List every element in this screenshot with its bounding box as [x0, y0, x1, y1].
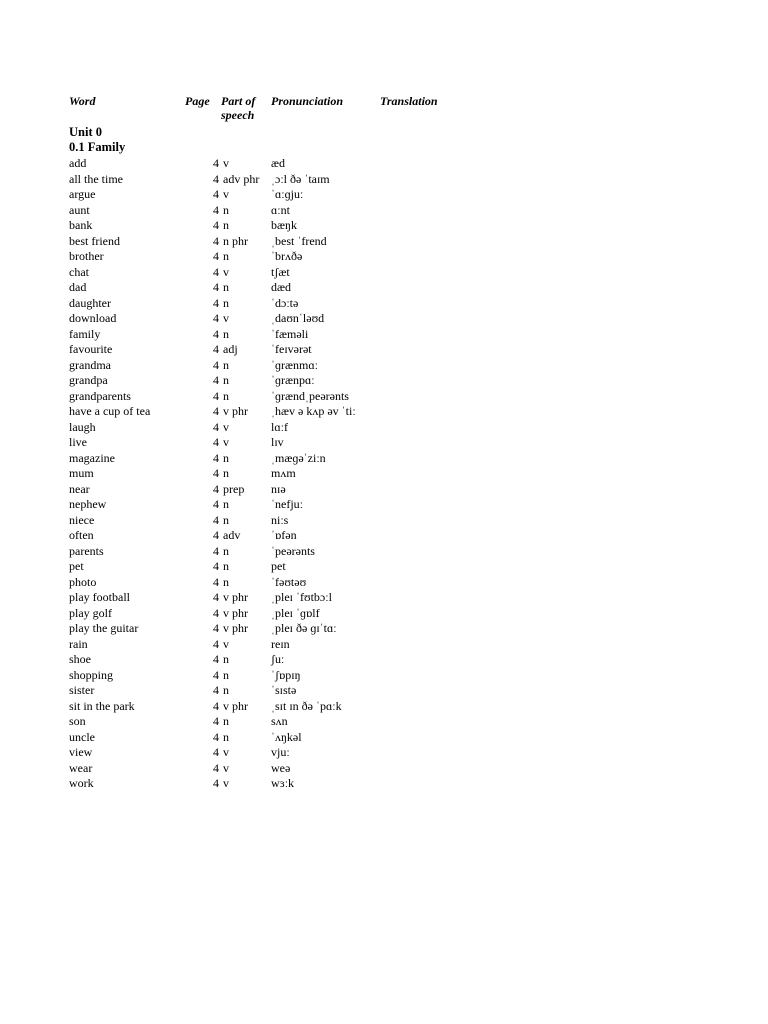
pronunciation-cell: ˈfæməli [271, 326, 309, 341]
page-cell: 4 [213, 574, 219, 589]
vocabulary-row [0, 559, 768, 575]
pronunciation-cell: ˌhæv ə kʌp əv ˈtiː [271, 404, 356, 418]
unit-title: Unit 0 [69, 125, 102, 139]
section-title: 0.1 Family [69, 140, 126, 154]
vocabulary-row [0, 466, 768, 482]
part-of-speech-cell: prep [223, 481, 245, 496]
page-cell: 4 [213, 497, 219, 511]
column-header-pronunciation: Pronunciation [271, 94, 344, 108]
pronunciation-cell: ˈfəʊtəʊ [271, 574, 307, 589]
word-cell: shoe [69, 652, 91, 666]
column-header-page: Page [185, 94, 210, 108]
page-cell: 4 [213, 559, 219, 573]
page-cell: 4 [213, 342, 219, 356]
part-of-speech-cell: adv phr [223, 171, 260, 186]
part-of-speech-cell: v phr [223, 404, 248, 418]
column-header-part-of-speech [221, 94, 255, 122]
page-cell: 4 [213, 543, 219, 558]
part-of-speech-cell: v [223, 156, 229, 170]
word-cell: laugh [69, 419, 96, 434]
word-cell: magazine [69, 450, 115, 465]
pronunciation-cell: ˌpleɪ ˈɡɒlf [271, 605, 320, 620]
word-cell: grandpa [69, 373, 108, 387]
pronunciation-cell: ʃuː [271, 652, 285, 666]
part-of-speech-cell: n [223, 202, 229, 217]
vocabulary-row [0, 342, 768, 358]
word-cell: argue [69, 187, 96, 201]
pronunciation-cell: niːs [271, 512, 289, 527]
page-cell: 4 [213, 435, 219, 449]
pronunciation-cell: ˈɡrændˌpeərənts [271, 388, 349, 403]
page-cell: 4 [213, 311, 219, 325]
part-of-speech-cell: n [223, 574, 229, 589]
page-cell: 4 [213, 698, 219, 713]
column-header-translation: Translation [380, 94, 438, 108]
page-cell: 4 [213, 528, 219, 542]
vocabulary-row [0, 776, 768, 792]
word-cell: bank [69, 218, 93, 232]
vocabulary-row [0, 544, 768, 560]
pronunciation-cell: ˌpleɪ ˈfʊtbɔːl [271, 590, 332, 604]
vocabulary-row [0, 637, 768, 653]
word-cell: play golf [69, 605, 112, 620]
part-of-speech-cell: n [223, 218, 229, 232]
pronunciation-cell: ˌbest ˈfrend [271, 233, 327, 248]
word-cell: view [69, 745, 93, 759]
part-of-speech-cell: n [223, 729, 229, 744]
word-cell: play the guitar [69, 621, 139, 635]
vocabulary-row [0, 606, 768, 622]
pronunciation-cell: mʌm [271, 466, 296, 480]
page-cell: 4 [213, 233, 219, 248]
word-cell: dad [69, 280, 87, 294]
pronunciation-cell: nɪə [271, 481, 286, 496]
word-cell: sit in the park [69, 698, 135, 713]
pronunciation-cell: reɪn [271, 636, 290, 651]
page-cell: 4 [213, 404, 219, 418]
part-of-speech-cell: v [223, 776, 229, 790]
page-cell: 4 [213, 636, 219, 651]
page-cell: 4 [213, 264, 219, 279]
word-cell: pet [69, 559, 84, 573]
page-cell: 4 [213, 280, 219, 294]
vocabulary-row [0, 358, 768, 374]
word-cell: sister [69, 683, 95, 697]
word-cell: family [69, 326, 101, 341]
part-of-speech-cell: n [223, 357, 229, 372]
pronunciation-cell: ˌsɪt ɪn ðə ˈpɑːk [271, 698, 342, 713]
pronunciation-cell: ˌɔːl ðə ˈtaɪm [271, 171, 330, 186]
pronunciation-cell: ˈpeərənts [271, 543, 315, 558]
vocabulary-row [0, 404, 768, 420]
vocabulary-row [0, 435, 768, 451]
word-cell: brother [69, 249, 104, 263]
pronunciation-cell: ˌpleɪ ðə ɡɪˈtɑː [271, 621, 337, 635]
vocabulary-row [0, 699, 768, 715]
part-of-speech-cell: n [223, 326, 229, 341]
word-cell: rain [69, 636, 88, 651]
vocabulary-row [0, 497, 768, 513]
vocabulary-row [0, 451, 768, 467]
pronunciation-cell: ˈʌŋkəl [271, 729, 302, 744]
word-cell: photo [69, 574, 97, 589]
page-cell: 4 [213, 156, 219, 170]
vocabulary-row [0, 389, 768, 405]
page-cell: 4 [213, 187, 219, 201]
part-of-speech-cell: n [223, 512, 229, 527]
part-of-speech-cell: n phr [223, 233, 248, 248]
part-of-speech-cell: n [223, 388, 229, 403]
part-of-speech-cell: n [223, 497, 229, 511]
vocabulary-row [0, 420, 768, 436]
word-cell: live [69, 435, 87, 449]
pronunciation-cell: ˈbrʌðə [271, 249, 303, 263]
vocabulary-row [0, 652, 768, 668]
pronunciation-cell: bæŋk [271, 218, 297, 232]
word-cell: download [69, 311, 117, 325]
part-of-speech-cell: n [223, 249, 229, 263]
part-of-speech-cell: n [223, 559, 229, 573]
column-header-word: Word [69, 94, 96, 108]
part-of-speech-cell: v [223, 419, 229, 434]
pronunciation-cell: ˈʃɒpɪŋ [271, 667, 301, 682]
pronunciation-cell: weə [271, 760, 291, 775]
word-cell: add [69, 156, 87, 170]
column-header-part-of-speech-line2: speech [221, 108, 255, 122]
pronunciation-cell: ˈɒfən [271, 528, 297, 542]
page-cell: 4 [213, 373, 219, 387]
pronunciation-cell: ɑːnt [271, 202, 290, 217]
part-of-speech-cell: v [223, 636, 229, 651]
vocabulary-row [0, 761, 768, 777]
page-cell: 4 [213, 745, 219, 759]
word-cell: favourite [69, 342, 113, 356]
page-cell: 4 [213, 466, 219, 480]
word-cell: son [69, 714, 86, 728]
word-cell: shopping [69, 667, 114, 682]
page-cell: 4 [213, 357, 219, 372]
part-of-speech-cell: n [223, 280, 229, 294]
pronunciation-cell: pet [271, 559, 286, 573]
word-cell: parents [69, 543, 104, 558]
pronunciation-cell: lɪv [271, 435, 284, 449]
page-cell: 4 [213, 683, 219, 697]
vocabulary-row [0, 575, 768, 591]
pronunciation-cell: ˌdaʊnˈləʊd [271, 311, 325, 325]
pronunciation-cell: ˌmæɡəˈziːn [271, 450, 326, 465]
page-cell: 4 [213, 714, 219, 728]
pronunciation-cell: ˈfeɪvərət [271, 342, 312, 356]
pronunciation-cell: ˈɑːɡjuː [271, 187, 304, 201]
part-of-speech-cell: n [223, 450, 229, 465]
vocabulary-row [0, 280, 768, 296]
vocabulary-row [0, 528, 768, 544]
part-of-speech-cell: v [223, 760, 229, 775]
part-of-speech-cell: v [223, 745, 229, 759]
part-of-speech-cell: v [223, 311, 229, 325]
pronunciation-cell: sʌn [271, 714, 288, 728]
word-cell: grandparents [69, 388, 131, 403]
vocabulary-row [0, 373, 768, 389]
page-cell: 4 [213, 481, 219, 496]
word-cell: best friend [69, 233, 120, 248]
word-cell: have a cup of tea [69, 404, 151, 418]
word-cell: grandma [69, 357, 111, 372]
page-cell: 4 [213, 760, 219, 775]
part-of-speech-cell: n [223, 295, 229, 310]
word-cell: wear [69, 760, 93, 775]
vocabulary-row [0, 714, 768, 730]
word-cell: uncle [69, 729, 95, 744]
column-header-part-of-speech-line1: Part of [221, 94, 256, 108]
part-of-speech-cell: n [223, 683, 229, 697]
part-of-speech-cell: n [223, 543, 229, 558]
pronunciation-cell: dæd [271, 280, 292, 294]
page-cell: 4 [213, 295, 219, 310]
word-cell: aunt [69, 202, 90, 217]
part-of-speech-cell: v phr [223, 698, 248, 713]
part-of-speech-cell: n [223, 667, 229, 682]
vocabulary-row [0, 296, 768, 312]
part-of-speech-cell: n [223, 652, 229, 666]
part-of-speech-cell: v phr [223, 605, 248, 620]
pronunciation-cell: ˈsɪstə [271, 683, 297, 697]
part-of-speech-cell: n [223, 466, 229, 480]
vocabulary-row [0, 513, 768, 529]
vocabulary-row [0, 745, 768, 761]
pronunciation-cell: lɑːf [271, 419, 288, 434]
page-cell: 4 [213, 729, 219, 744]
word-cell: often [69, 528, 94, 542]
vocabulary-row [0, 234, 768, 250]
page-cell: 4 [213, 605, 219, 620]
vocabulary-row [0, 730, 768, 746]
page-cell: 4 [213, 249, 219, 263]
page-cell: 4 [213, 326, 219, 341]
word-cell: work [69, 776, 94, 790]
page-cell: 4 [213, 621, 219, 635]
page-cell: 4 [213, 419, 219, 434]
pronunciation-cell: tʃæt [271, 264, 290, 279]
vocabulary-list [0, 156, 768, 792]
vocabulary-row [0, 311, 768, 327]
part-of-speech-cell: v [223, 264, 229, 279]
vocabulary-row [0, 683, 768, 699]
part-of-speech-cell: v phr [223, 621, 248, 635]
page-cell: 4 [213, 450, 219, 465]
word-cell: all the time [69, 171, 123, 186]
part-of-speech-cell: v phr [223, 590, 248, 604]
page-cell: 4 [213, 218, 219, 232]
part-of-speech-cell: adj [223, 342, 238, 356]
word-cell: mum [69, 466, 94, 480]
pronunciation-cell: ˈɡrænmɑː [271, 357, 318, 372]
page-cell: 4 [213, 776, 219, 790]
pronunciation-cell: ˈdɔːtə [271, 295, 299, 310]
part-of-speech-cell: n [223, 373, 229, 387]
page-cell: 4 [213, 388, 219, 403]
vocabulary-row [0, 172, 768, 188]
vocabulary-row [0, 621, 768, 637]
part-of-speech-cell: v [223, 187, 229, 201]
vocabulary-row [0, 156, 768, 172]
pronunciation-cell: ˈɡrænpɑː [271, 373, 315, 387]
vocabulary-row [0, 249, 768, 265]
page-cell: 4 [213, 171, 219, 186]
word-cell: play football [69, 590, 130, 604]
pronunciation-cell: vjuː [271, 745, 290, 759]
page-cell: 4 [213, 202, 219, 217]
vocabulary-row [0, 218, 768, 234]
word-cell: nephew [69, 497, 107, 511]
page-cell: 4 [213, 652, 219, 666]
vocabulary-row [0, 482, 768, 498]
vocabulary-row [0, 327, 768, 343]
word-cell: near [69, 481, 90, 496]
word-cell: chat [69, 264, 89, 279]
vocabulary-row [0, 590, 768, 606]
vocabulary-row [0, 187, 768, 203]
page-cell: 4 [213, 590, 219, 604]
part-of-speech-cell: n [223, 714, 229, 728]
word-cell: daughter [69, 295, 111, 310]
pronunciation-cell: æd [271, 156, 286, 170]
page-cell: 4 [213, 667, 219, 682]
vocabulary-row [0, 203, 768, 219]
page-cell: 4 [213, 512, 219, 527]
part-of-speech-cell: v [223, 435, 229, 449]
vocabulary-row [0, 668, 768, 684]
pronunciation-cell: wɜːk [271, 776, 295, 790]
vocabulary-row [0, 265, 768, 281]
word-cell: niece [69, 512, 95, 527]
pronunciation-cell: ˈnefjuː [271, 497, 303, 511]
part-of-speech-cell: adv [223, 528, 241, 542]
